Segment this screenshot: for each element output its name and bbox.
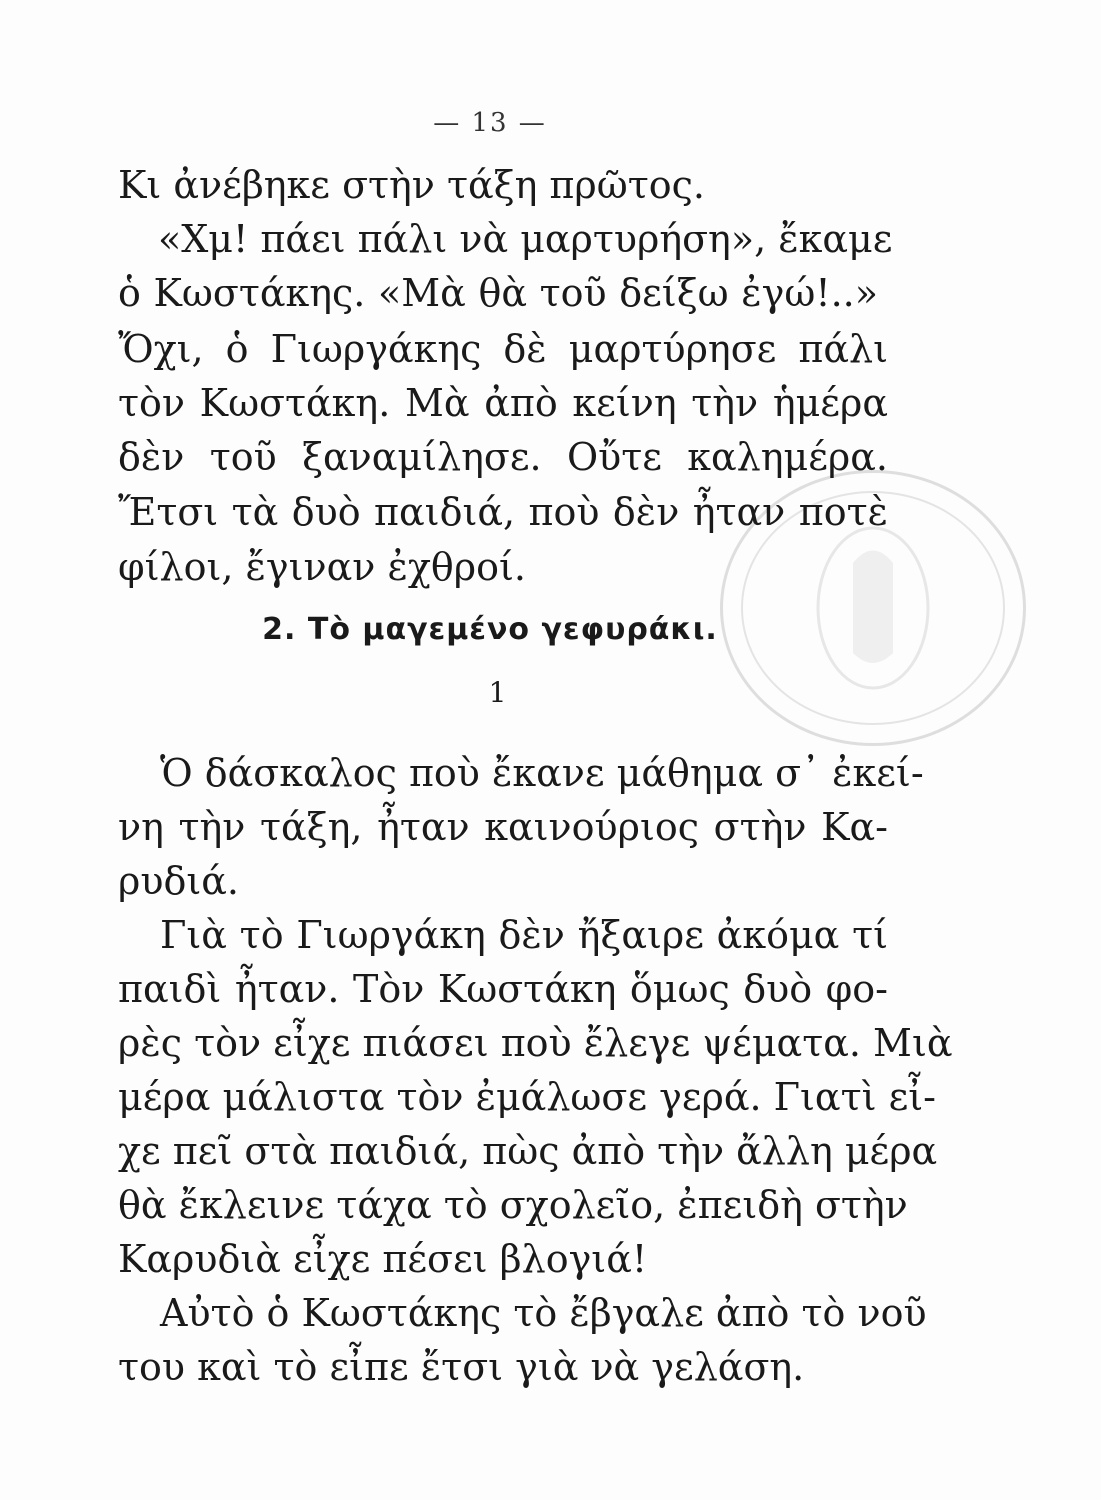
text-line: ρὲς τὸν εἶχε πιάσει ποὺ ἔλεγε ψέματα. Μιὰ xyxy=(118,1021,953,1065)
section-heading: 2. Τὸ μαγεμένο γεφυράκι. xyxy=(262,612,718,647)
text-line: χε πεῖ στὰ παιδιά, πὼς ἀπὸ τὴν ἄλλη μέρα xyxy=(118,1129,938,1173)
text-line: «Χμ! πάει πάλι νὰ μαρτυρήση», ἔκαμε xyxy=(158,217,893,261)
text-line: Ὄχι, ὁ Γιωργάκης δὲ μαρτύρησε πάλι xyxy=(118,327,888,371)
text-line: Ὁ δάσκαλος ποὺ ἔκανε μάθημα σ᾿ ἐκεί- xyxy=(160,751,924,795)
text-line: του καὶ τὸ εἶπε ἔτσι γιὰ νὰ γελάση. xyxy=(118,1345,805,1389)
text-line: δὲν τοῦ ξαναμίλησε. Οὔτε καλημέρα. xyxy=(118,435,888,479)
text-line: Αὐτὸ ὁ Κωστάκης τὸ ἔβγαλε ἀπὸ τὸ νοῦ xyxy=(160,1291,927,1335)
text-line: τὸν Κωστάκη. Μὰ ἀπὸ κείνη τὴν ἡμέρα xyxy=(118,381,888,425)
text-line: ρυδιά. xyxy=(118,859,239,903)
text-line: μέρα μάλιστα τὸν ἐμάλωσε γερά. Γιατὶ εἶ- xyxy=(118,1075,937,1119)
text-line: φίλοι, ἔγιναν ἐχθροί. xyxy=(118,545,526,589)
text-line: θὰ ἔκλεινε τάχα τὸ σχολεῖο, ἐπειδὴ στὴν xyxy=(118,1183,908,1227)
section-number: 1 xyxy=(488,676,507,709)
text-line: ὁ Κωστάκης. «Μὰ θὰ τοῦ δείξω ἐγώ!..» xyxy=(118,271,878,315)
text-line: Ἔτσι τὰ δυὸ παιδιά, ποὺ δὲν ἦταν ποτὲ xyxy=(118,490,888,534)
text-line: Κι ἀνέβηκε στὴν τάξη πρῶτος. xyxy=(118,163,705,207)
text-line: Γιὰ τὸ Γιωργάκη δὲν ἤξαιρε ἀκόμα τί xyxy=(160,913,888,957)
text-line: παιδὶ ἦταν. Τὸν Κωστάκη ὅμως δυὸ φο- xyxy=(118,967,888,1011)
text-line: νη τὴν τάξη, ἦταν καινούριος στὴν Κα- xyxy=(118,805,888,849)
text-line: Καρυδιὰ εἶχε πέσει βλογιά! xyxy=(118,1237,648,1281)
page-number: — 13 — xyxy=(433,108,547,138)
